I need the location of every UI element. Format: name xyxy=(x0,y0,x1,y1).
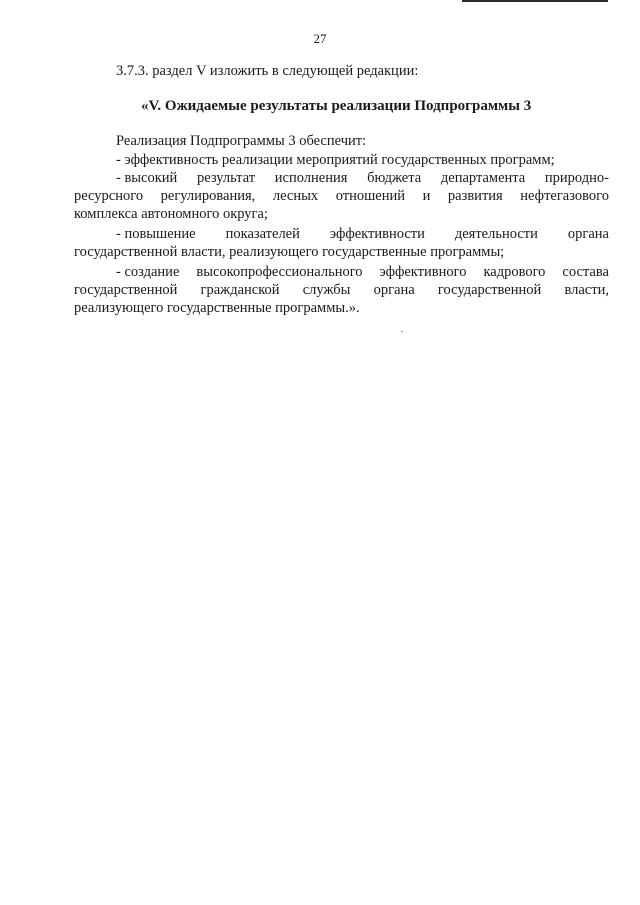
word: исполнения xyxy=(274,170,348,186)
word: - создание xyxy=(116,264,180,280)
list-item-4-line-2 xyxy=(74,281,609,299)
section-intro: 3.7.3. раздел V изложить в следующей редакции: xyxy=(116,63,419,79)
list-item-1 xyxy=(116,151,555,169)
word: нефтегазового xyxy=(520,188,609,204)
list-item-4-line-3 xyxy=(74,299,360,317)
list-item-3 xyxy=(116,225,609,243)
list-item-2 xyxy=(116,169,609,187)
word: - высокий xyxy=(116,170,178,186)
word: бюджета xyxy=(367,170,422,186)
word: высокопрофессионального xyxy=(196,264,363,280)
line-text: комплекса автономного округа; xyxy=(74,206,268,222)
word: и xyxy=(422,188,431,204)
word: эффективного xyxy=(379,264,467,280)
word: органа xyxy=(373,282,415,298)
word: кадрового xyxy=(483,264,546,280)
word: государственной xyxy=(74,282,178,298)
word: ресурсного xyxy=(74,188,144,204)
word: органа xyxy=(567,226,609,242)
scan-speck xyxy=(401,331,403,332)
word: гражданской xyxy=(200,282,280,298)
list-item-4 xyxy=(116,263,609,281)
word: службы xyxy=(302,282,351,298)
list-item-3-line-2 xyxy=(74,243,504,261)
line-text: реализующего государственные программы.». xyxy=(74,300,360,316)
top-edge-rule xyxy=(462,0,608,2)
word: департамента xyxy=(440,170,526,186)
word: лесных xyxy=(272,188,319,204)
section-heading: «V. Ожидаемые результаты реализации Подпрограммы 3 xyxy=(141,98,532,114)
word: результат xyxy=(196,170,256,186)
word: состава xyxy=(562,264,609,280)
list-item-2-line-2 xyxy=(74,187,609,205)
word: отношений xyxy=(335,188,405,204)
list-item-1-text: - эффективность реализации мероприятий государственных программ; xyxy=(116,152,555,168)
word: деятельности xyxy=(454,226,538,242)
word: развития xyxy=(447,188,503,204)
word: эффективности xyxy=(329,226,425,242)
word: - повышение xyxy=(116,226,196,242)
lead-paragraph: Реализация Подпрограммы 3 обеспечит: xyxy=(116,133,367,149)
word: природно- xyxy=(544,170,609,186)
word: регулирования, xyxy=(160,188,256,204)
line-text: государственной власти, реализующего государственные программы; xyxy=(74,244,505,260)
list-item-2-line-3 xyxy=(74,205,268,223)
word: власти, xyxy=(564,282,609,298)
word: показателей xyxy=(225,226,300,242)
word: государственной xyxy=(437,282,542,298)
page-number: 27 xyxy=(313,31,327,46)
